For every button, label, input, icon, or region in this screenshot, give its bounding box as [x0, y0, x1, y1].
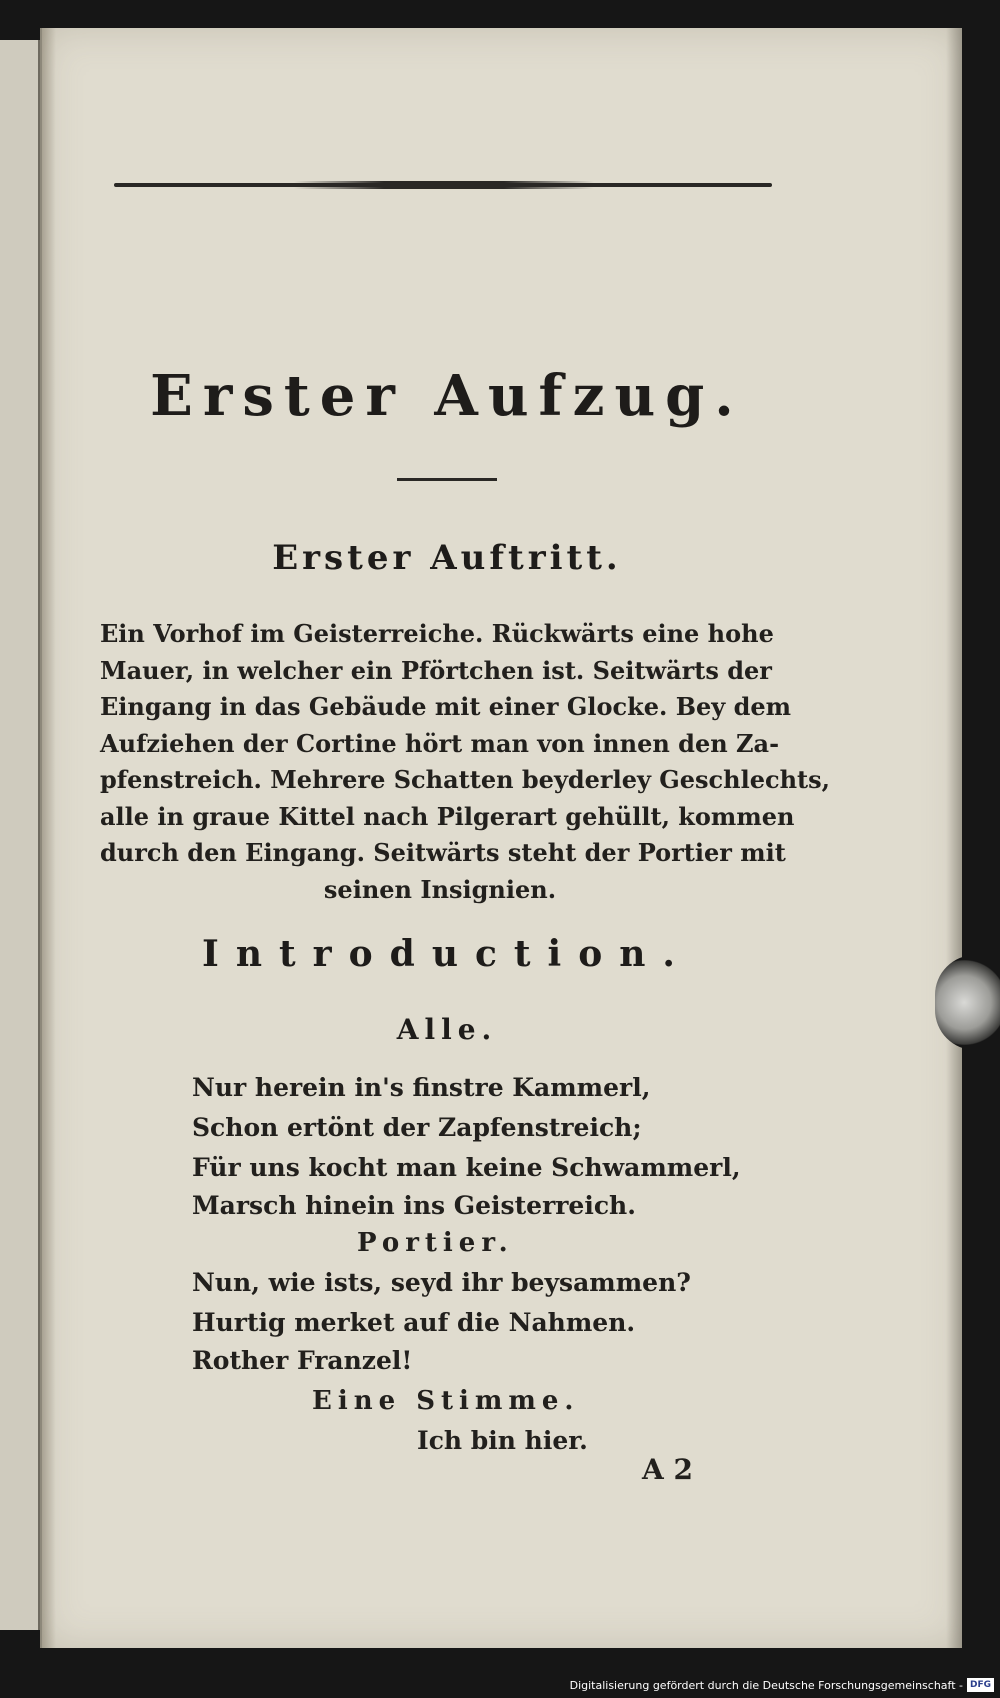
ornamental-rule — [114, 183, 772, 187]
verse-line: Für uns kocht man keine Schwammerl, — [192, 1153, 741, 1182]
footer-credit-text: Digitalisierung gefördert durch die Deutsche Forschungsgemeinschaft - — [569, 1678, 963, 1692]
stage-direction — [100, 616, 831, 908]
verse-line: Marsch hinein ins Geisterreich. — [192, 1191, 636, 1220]
verse-line: Rother Franzel! — [192, 1346, 413, 1375]
stage-line: Eingang in das Gebäude mit einer Glocke. Bey dem — [100, 692, 792, 721]
section-heading: Introduction. — [202, 933, 692, 975]
dfg-logo: DFG — [967, 1678, 994, 1692]
speaker-voice: Eine Stimme. — [312, 1386, 580, 1416]
act-title: Erster Aufzug. — [150, 363, 744, 429]
speaker-all: Alle. — [396, 1013, 498, 1046]
title-divider — [397, 478, 497, 481]
verse-line: Schon ertönt der Zapfenstreich; — [192, 1113, 642, 1142]
stage-line: alle in graue Kittel nach Pilgerart gehüllt, kommen — [100, 801, 795, 831]
verse-line: Nur herein in's finstre Kammerl, — [192, 1073, 651, 1102]
book-clip — [935, 955, 1000, 1050]
footer-credit — [570, 1674, 994, 1696]
verse-line: Hurtig merket auf die Nahmen. — [192, 1308, 636, 1337]
speaker-portier: Portier. — [357, 1228, 514, 1258]
stage-line: pfenstreich. Mehrere Schatten beyderley Geschlechts, — [100, 765, 831, 794]
stage-line: durch den Eingang. Seitwärts steht der Portier mit — [100, 838, 786, 867]
stage-line: Aufziehen der Cortine hört man von innen den Za- — [100, 728, 780, 758]
page-edge-shadow — [946, 28, 962, 1648]
book-page — [40, 28, 962, 1648]
facing-page-edge — [0, 40, 41, 1630]
signature-mark: A 2 — [642, 1453, 693, 1486]
stage-line: Ein Vorhof im Geisterreiche. Rückwärts eine hohe — [100, 619, 774, 648]
scene-heading: Erster Auftritt. — [272, 538, 622, 578]
gutter-shadow — [42, 28, 56, 1648]
stage-line: seinen Insignien. — [323, 874, 557, 904]
verse-line: Ich bin hier. — [417, 1426, 588, 1455]
stage-line: Mauer, in welcher ein Pförtchen ist. Seitwärts der — [100, 655, 772, 685]
verse-line: Nun, wie ists, seyd ihr beysammen? — [192, 1268, 691, 1297]
